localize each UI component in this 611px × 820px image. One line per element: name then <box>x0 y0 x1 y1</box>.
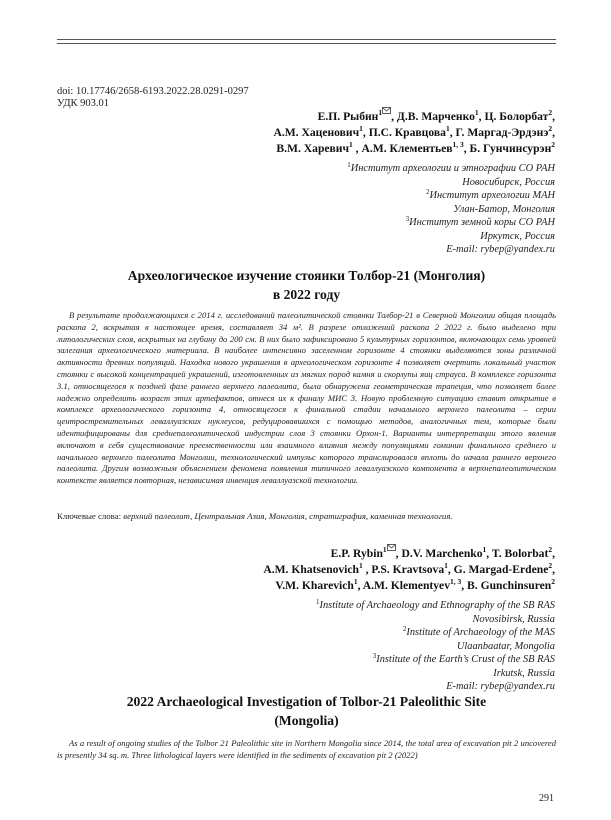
affil-sup: 1 <box>353 577 358 586</box>
envelope-icon <box>382 107 391 114</box>
affiliation-name: Институт археологии МАН <box>429 190 555 201</box>
authors-en-line-2: A.M. Khatsenovich$^1$ , P.S. Kravtsova$^1$, G. Margad-Erdene$^2$, <box>263 561 555 576</box>
affiliation-city: Новосибирск, Россия <box>462 176 555 188</box>
abstract-text: As a result of ongoing studies of the Tolbor 21 Paleolithic site in Northern Mongolia since 2014, the total area of excavation pit 2 uncovered is presently 34 sq. m. Three lithological layers were identified in the sediments of excavation pit 2 (2022) <box>57 738 556 760</box>
author-name: , P.S. Kravtsova <box>362 563 445 576</box>
affiliation-name: Institute of Archaeology of the MAS <box>406 627 555 638</box>
author-name: , G. Margad-Erdene <box>447 563 549 576</box>
keywords-value: верхний палеолит, Центральная Азия, Монголия, стратиграфия, каменная технология. <box>123 511 453 521</box>
affiliations-ru <box>347 162 555 257</box>
article-title-ru <box>57 266 556 304</box>
keywords-label: Ключевые слова: <box>57 511 122 521</box>
affiliation-city: Ulaanbaatar, Mongolia <box>456 640 555 652</box>
affil-sup: 3 <box>372 652 377 660</box>
affil-sup: 2 <box>551 140 555 149</box>
affiliation-name: Институт земной коры СО РАН <box>409 217 555 228</box>
author-name: , B. Gunchinsuren <box>461 579 552 592</box>
author-name: В.М. Харевич <box>276 142 350 155</box>
affil-sup: 2 <box>551 577 555 586</box>
affil-sup: 1, 3 <box>452 140 464 149</box>
affil-sup: 2 <box>548 124 553 133</box>
affil-sup: 2 <box>548 545 553 554</box>
abstract-ru <box>57 310 556 487</box>
authors-ru-line-1: Е.П. Рыбин$^1$ , Д.В. Марченко$^1$, Ц. Болорбат$^2$, <box>317 108 555 123</box>
doi-link[interactable]: doi: 10.17746/2658-6193.2022.28.0291-0297 <box>57 86 249 97</box>
email-link[interactable]: E-mail: rybep@yandex.ru <box>446 244 555 255</box>
affiliation-city: Иркутск, Россия <box>480 230 555 242</box>
title-line: 2022 Archaeological Investigation of Tolbor-21 Paleolithic Site <box>126 694 487 709</box>
authors-ru-line-3 <box>273 141 555 157</box>
affil-sup: 3 <box>405 215 410 223</box>
authors-ru <box>273 107 555 157</box>
affil-sup: 1 <box>349 140 353 149</box>
author-name: , А.М. Клементьев <box>352 142 453 155</box>
affiliation-city: Irkutsk, Russia <box>493 667 555 679</box>
abstract-text: В результате продолжающихся с 2014 г. исследований палеолитической стоянки Толбор-21 в Северной Монголии общая площадь раскопа 2, вскрытая в настоящее время, составляет 34 м². В разрезе отложений раскопа 2 2022 г. было выделено три литологических слоя, вскрытых на глубину до 200 см. В них было зафиксировано 5 культурных горизонтов, включающих семь уровней залегания археологического материала. В наиболее интенсивно заселенном горизонте 4 стоянки выделяются зоны различной активности древних популяций. Находка нового украшения в археологическом горизонте 4 позволяет очертить локальный участок стоянки с высокой концентрацией украшений, изготовленных из мягких пород камня и скорлупы яиц страуса. В комплексе горизонта 3.1, относящегося к поздней фазе раннего верхнего палеолита, была обнаружена геометрическая трапеция, что позволяет более надежно определить возраст этих артефактов, отнеся их к финалу МИС 3. Новую проблемную ситуацию ставит открытие в комплексе археологического горизонта 4, относящегося к финальной стадии начального верхнего палеолита – серии центростремительных леваллуазских нуклеусов, редуцировавшихся с помощью методов, аналогичных тем, которые были идентифицированы для среднепалеолитической индустрии слоя 3 стоянки Орхон-1. Варианты интерпретации этого явления включают в себя существование преемственности или взаимного влияния между популяциями гоминин финального среднего и начального верхнего палеолита Монголии, технологический импульс которого транслировался вплоть до начала раннего верхнего палеолита. Другим возможным объяснением феномена появления типичного леваллуазского компонента в верхнепалеолитическом контексте является повторная, независимая инвенция леваллуазской технологии. <box>57 310 556 486</box>
affil-sup: 1 <box>378 108 383 117</box>
affil-sup: 1 <box>474 108 479 117</box>
author-name: , Б. Гунчинсурэн <box>463 142 552 155</box>
udk-code: УДК 903.01 <box>57 98 110 109</box>
affil-sup: 1, 3 <box>450 577 462 586</box>
author-name: E.P. Rybin <box>330 547 383 560</box>
affiliation-city: Улан-Батор, Монголия <box>453 203 555 215</box>
author-name: , A.M. Klementyev <box>357 579 450 592</box>
affil-sup: 1 <box>482 545 487 554</box>
affil-sup: 2 <box>425 188 430 196</box>
affil-sup: 1 <box>382 545 387 554</box>
title-line: (Mongolia) <box>274 713 339 728</box>
affil-sup: 2 <box>548 561 553 570</box>
affil-sup: 1 <box>445 124 450 133</box>
author-name: A.M. Khatsenovich <box>263 563 359 576</box>
author-name: , П.С. Кравцова <box>362 126 446 139</box>
author-name: Е.П. Рыбин <box>317 110 379 123</box>
affil-sup: 1 <box>316 598 320 606</box>
header-rule-bottom <box>57 43 556 44</box>
article-meta <box>57 86 249 110</box>
affil-sup: 1 <box>358 561 363 570</box>
affiliation-name: Институт археологии и этнографии СО РАН <box>350 163 555 174</box>
header-rule-top <box>57 39 556 40</box>
affil-sup: 1 <box>359 124 363 133</box>
title-line: в 2022 году <box>272 287 341 302</box>
article-title-en <box>57 692 556 730</box>
envelope-icon <box>387 544 396 551</box>
author-name: V.M. Kharevich <box>275 579 354 592</box>
authors-en-line-3 <box>263 578 555 594</box>
page-number: 291 <box>539 793 554 804</box>
author-name: , T. Bolorbat <box>486 547 549 560</box>
keywords-ru <box>57 511 556 522</box>
abstract-en <box>57 738 556 762</box>
affil-sup: 1 <box>444 561 448 570</box>
authors-en <box>263 544 555 594</box>
affiliations-en <box>316 599 555 694</box>
affil-sup: 1 <box>347 161 351 169</box>
email-link[interactable]: E-mail: rybep@yandex.ru <box>446 681 555 692</box>
affiliation-name: Institute of Archaeology and Ethnography of the SB RAS <box>319 600 555 611</box>
authors-ru-line-2: А.М. Хаценович$^1$, П.С. Кравцова$^1$, Г. Маргад-Эрдэнэ$^2$, <box>273 124 555 139</box>
affiliation-name: Institute of the Earth’s Crust of the SB RAS <box>376 654 555 665</box>
author-name: , D.V. Marchenko <box>395 547 483 560</box>
affil-sup: 2 <box>402 625 407 633</box>
affil-sup: 2 <box>548 108 553 117</box>
author-name: , Д.В. Марченко <box>391 110 475 123</box>
affiliation-city: Novosibirsk, Russia <box>472 613 555 625</box>
title-line: Археологическое изучение стоянки Толбор-21 (Монголия) <box>127 268 486 283</box>
author-name: , Г. Маргад-Эрдэнэ <box>449 126 549 139</box>
authors-en-line-1: E.P. Rybin$^1$ , D.V. Marchenko$^1$, T. Bolorbat$^2$, <box>330 545 555 560</box>
author-name: , Ц. Болорбат <box>478 110 549 123</box>
author-name: А.М. Хаценович <box>273 126 360 139</box>
